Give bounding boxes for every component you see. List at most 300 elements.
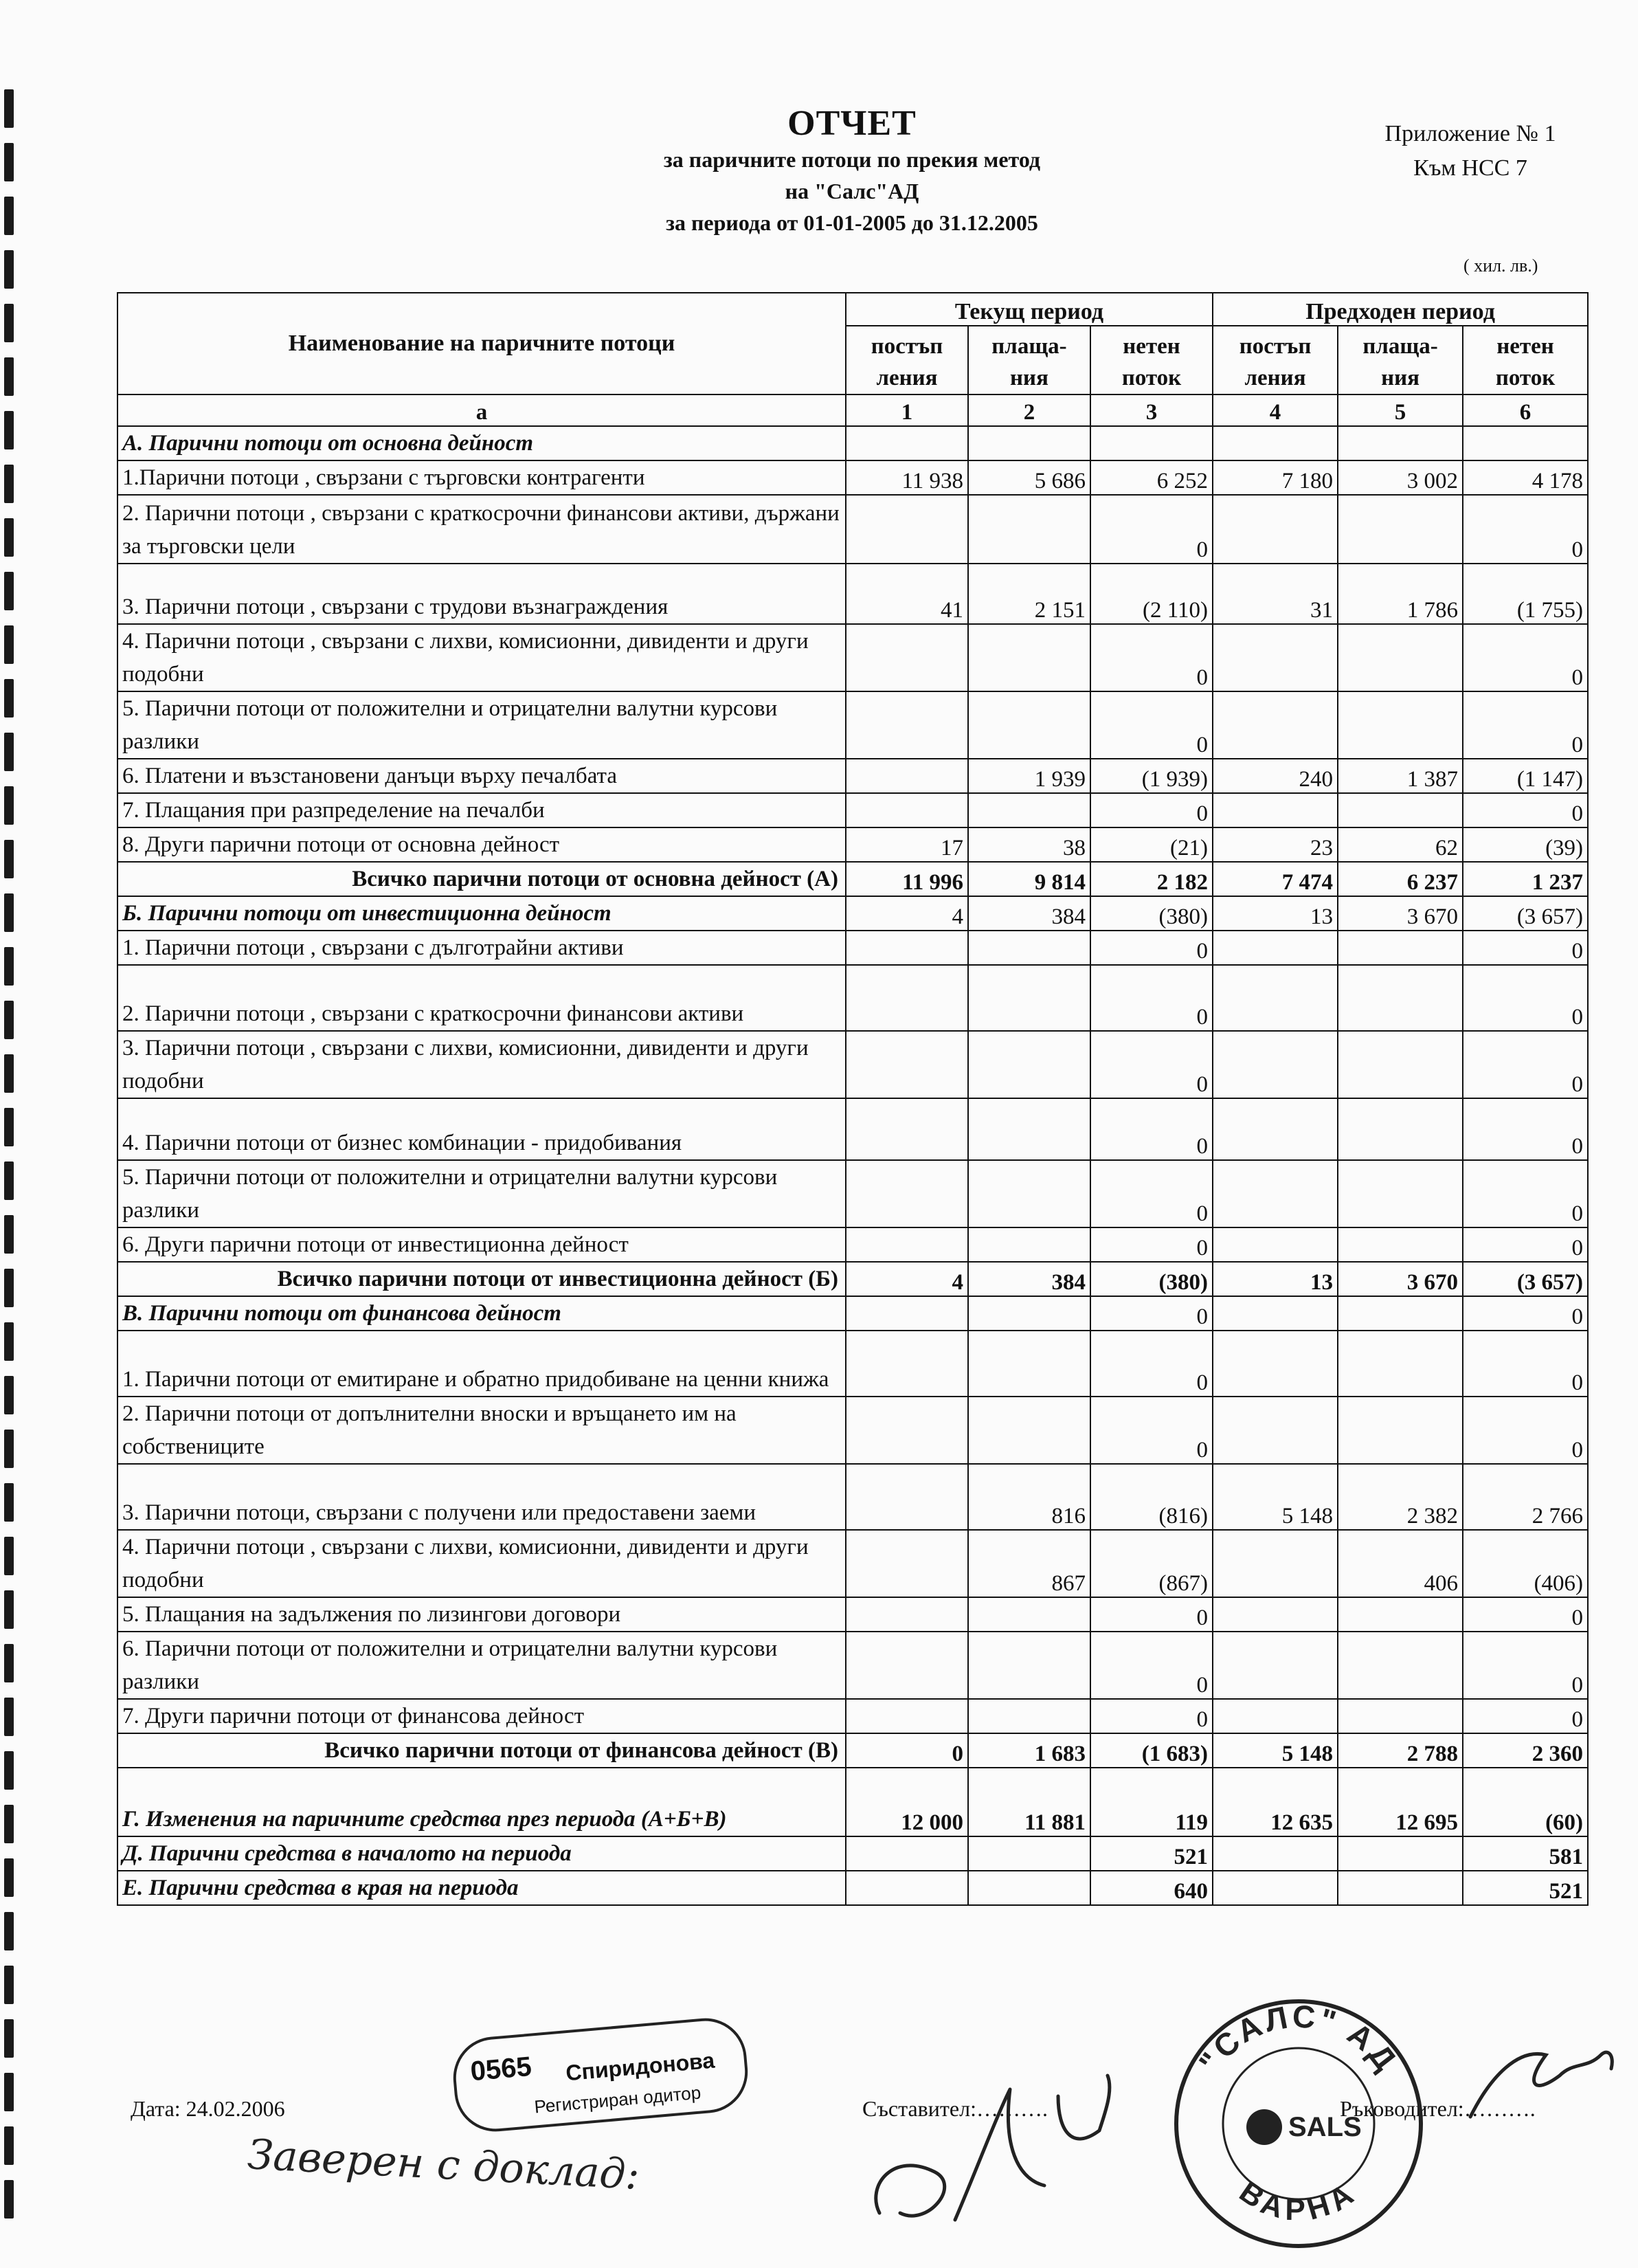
appendix-standard: Към НСС 7 xyxy=(1413,155,1527,181)
binding-hole xyxy=(4,304,14,342)
row-value xyxy=(1338,1397,1463,1464)
column-number: 3 xyxy=(1090,394,1213,426)
binding-hole xyxy=(4,1483,14,1522)
table-row xyxy=(117,495,1588,564)
binding-hole xyxy=(4,1858,14,1897)
table-row xyxy=(117,1464,1588,1530)
row-label: Всичко парични потоци от основна дейност (А) xyxy=(117,862,846,896)
row-value xyxy=(1213,691,1338,759)
row-value: 2 360 xyxy=(1463,1733,1588,1768)
seal-company-name: "САЛС" АД xyxy=(1191,1998,1405,2079)
row-value: 0 xyxy=(1090,495,1213,564)
row-label: 7. Плащания при разпределение на печалби xyxy=(117,793,846,827)
binding-hole xyxy=(4,893,14,932)
row-value: 0 xyxy=(1463,1699,1588,1733)
binding-hole xyxy=(4,250,14,289)
binding-hole xyxy=(4,1269,14,1307)
document-title: ОТЧЕТ xyxy=(787,104,917,143)
row-value: 0 xyxy=(1090,1597,1213,1632)
row-value: 1 939 xyxy=(968,759,1090,793)
row-value: 0 xyxy=(1463,1632,1588,1699)
row-value xyxy=(846,1331,968,1397)
row-value: 0 xyxy=(1090,691,1213,759)
table-row xyxy=(117,1632,1588,1699)
row-value xyxy=(968,1632,1090,1699)
column-group-current: Текущ период xyxy=(846,293,1213,326)
row-value xyxy=(968,1597,1090,1632)
row-label: 2. Парични потоци , свързани с краткосрочни финансови активи xyxy=(117,965,846,1031)
row-value xyxy=(846,1597,968,1632)
row-label: 6. Платени и възстановени данъци върху печалбата xyxy=(117,759,846,793)
row-label: 2. Парични потоци от допълнителни вноски и връщането им на собствениците xyxy=(117,1397,846,1464)
table-row xyxy=(117,1699,1588,1733)
row-value xyxy=(968,1227,1090,1262)
svg-text:"САЛС" АД xyxy=(1192,1998,1405,2079)
binding-hole xyxy=(4,411,14,449)
row-value xyxy=(1213,1836,1338,1871)
binding-hole xyxy=(4,786,14,825)
row-value: 38 xyxy=(968,827,1090,862)
row-value xyxy=(846,1871,968,1905)
binding-hole xyxy=(4,1751,14,1790)
binding-hole xyxy=(4,1430,14,1468)
row-value: (380) xyxy=(1090,1262,1213,1296)
report-date: Дата: 24.02.2006 xyxy=(131,2096,285,2121)
row-value: 816 xyxy=(968,1464,1090,1530)
binding-hole xyxy=(4,1376,14,1414)
binding-hole xyxy=(4,143,14,181)
cash-flow-table xyxy=(117,292,1589,1906)
binding-hole xyxy=(4,1215,14,1254)
row-value: 2 382 xyxy=(1338,1464,1463,1530)
row-value: 0 xyxy=(1090,1331,1213,1397)
row-value: 3 670 xyxy=(1338,896,1463,931)
row-value xyxy=(846,1530,968,1597)
row-value xyxy=(1338,1836,1463,1871)
row-value: 0 xyxy=(1463,1597,1588,1632)
row-value: 119 xyxy=(1090,1768,1213,1836)
auditor-stamp: 0565 Спиридонова Регистриран одитор xyxy=(450,2015,751,2135)
table-row xyxy=(117,793,1588,827)
row-value xyxy=(1090,426,1213,460)
column-number: 6 xyxy=(1463,394,1588,426)
binding-hole xyxy=(4,572,14,610)
row-value xyxy=(968,624,1090,691)
row-value: (1 939) xyxy=(1090,759,1213,793)
binding-hole xyxy=(4,2019,14,2058)
row-value xyxy=(1213,1632,1338,1699)
table-row xyxy=(117,1227,1588,1262)
row-value xyxy=(846,1397,968,1464)
row-value: 384 xyxy=(968,1262,1090,1296)
row-value xyxy=(968,793,1090,827)
row-value: 2 151 xyxy=(968,564,1090,624)
row-label: 4. Парични потоци , свързани с лихви, комисионни, дивиденти и други подобни xyxy=(117,1530,846,1597)
row-value: (1 755) xyxy=(1463,564,1588,624)
row-value xyxy=(1213,1098,1338,1160)
column-number: 1 xyxy=(846,394,968,426)
row-label: 6. Парични потоци от положителни и отрицателни валутни курсови разлики xyxy=(117,1632,846,1699)
row-value xyxy=(1213,1699,1338,1733)
row-value xyxy=(1338,624,1463,691)
binding-holes xyxy=(0,0,27,2268)
row-value: 0 xyxy=(1090,965,1213,1031)
appendix-note xyxy=(1347,117,1594,186)
row-value xyxy=(1213,931,1338,965)
row-value: 6 252 xyxy=(1090,460,1213,495)
row-label: Д. Парични средства в началото на периода xyxy=(117,1836,846,1871)
column-number-row xyxy=(117,394,1588,426)
row-value xyxy=(846,1632,968,1699)
row-value xyxy=(846,793,968,827)
row-value: 12 635 xyxy=(1213,1768,1338,1836)
row-value xyxy=(1213,624,1338,691)
row-value: 384 xyxy=(968,896,1090,931)
row-value xyxy=(1213,1160,1338,1227)
table-row xyxy=(117,931,1588,965)
binding-hole xyxy=(4,840,14,878)
row-value: 0 xyxy=(1463,1098,1588,1160)
row-value: 2 182 xyxy=(1090,862,1213,896)
row-value xyxy=(968,426,1090,460)
binding-hole xyxy=(4,518,14,557)
compiler-signature-line: Съставител:………. xyxy=(862,2096,1048,2121)
column-header-receipts: постъп ления xyxy=(846,326,968,394)
column-header-net-prev: нетен поток xyxy=(1463,326,1588,394)
row-value: 5 148 xyxy=(1213,1464,1338,1530)
table-row xyxy=(117,827,1588,862)
binding-hole xyxy=(4,1108,14,1146)
row-value xyxy=(1338,691,1463,759)
svg-text:ВАРНА xyxy=(1233,2175,1364,2227)
row-label: 8. Други парични потоци от основна дейност xyxy=(117,827,846,862)
row-value: 0 xyxy=(1463,931,1588,965)
row-value xyxy=(1213,1296,1338,1331)
row-value: (816) xyxy=(1090,1464,1213,1530)
row-value xyxy=(1338,1227,1463,1262)
row-value xyxy=(968,691,1090,759)
row-value: (21) xyxy=(1090,827,1213,862)
row-value xyxy=(968,495,1090,564)
table-row xyxy=(117,759,1588,793)
table-section-row xyxy=(117,1296,1588,1331)
row-value: 0 xyxy=(1090,624,1213,691)
row-value: 12 695 xyxy=(1338,1768,1463,1836)
row-value: 13 xyxy=(1213,896,1338,931)
row-value: 4 xyxy=(846,896,968,931)
table-total-row xyxy=(117,1733,1588,1768)
row-value xyxy=(846,426,968,460)
binding-hole xyxy=(4,1698,14,1736)
row-value: 11 938 xyxy=(846,460,968,495)
row-value: 11 881 xyxy=(968,1768,1090,1836)
binding-hole xyxy=(4,1054,14,1093)
row-value xyxy=(846,931,968,965)
row-value: 7 474 xyxy=(1213,862,1338,896)
row-value: 0 xyxy=(1463,1227,1588,1262)
binding-hole xyxy=(4,947,14,986)
row-value: 0 xyxy=(1463,1031,1588,1098)
row-value: 0 xyxy=(1463,1331,1588,1397)
row-value xyxy=(846,1098,968,1160)
row-value: 1 387 xyxy=(1338,759,1463,793)
row-label: Всичко парични потоци от инвестиционна дейност (Б) xyxy=(117,1262,846,1296)
row-label: В. Парични потоци от финансова дейност xyxy=(117,1296,846,1331)
row-value: 1 237 xyxy=(1463,862,1588,896)
row-value: 41 xyxy=(846,564,968,624)
row-label: 5. Плащания на задължения по лизингови договори xyxy=(117,1597,846,1632)
table-row xyxy=(117,624,1588,691)
row-value xyxy=(1213,1530,1338,1597)
binding-hole xyxy=(4,197,14,235)
column-number-a: а xyxy=(117,394,846,426)
table-section-row xyxy=(117,1768,1588,1836)
column-number: 4 xyxy=(1213,394,1338,426)
table-row xyxy=(117,691,1588,759)
row-label: 5. Парични потоци от положителни и отрицателни валутни курсови разлики xyxy=(117,1160,846,1227)
table-row xyxy=(117,460,1588,495)
row-label: Б. Парични потоци от инвестиционна дейност xyxy=(117,896,846,931)
row-label: 1. Парични потоци от емитиране и обратно придобиване на ценни книжа xyxy=(117,1331,846,1397)
row-value xyxy=(968,965,1090,1031)
table-row xyxy=(117,965,1588,1031)
binding-hole xyxy=(4,679,14,718)
row-value: 581 xyxy=(1463,1836,1588,1871)
row-value xyxy=(968,1397,1090,1464)
row-value xyxy=(1213,1031,1338,1098)
row-value: (3 657) xyxy=(1463,896,1588,931)
row-value: 4 xyxy=(846,1262,968,1296)
binding-hole xyxy=(4,1966,14,2004)
binding-hole xyxy=(4,1805,14,1843)
row-value xyxy=(1213,793,1338,827)
row-value: 12 000 xyxy=(846,1768,968,1836)
table-total-row xyxy=(117,1262,1588,1296)
row-label: 6. Други парични потоци от инвестиционна дейност xyxy=(117,1227,846,1262)
row-label: 7. Други парични потоци от финансова дейност xyxy=(117,1699,846,1733)
column-group-previous: Предходен период xyxy=(1213,293,1588,326)
row-value: 0 xyxy=(1463,793,1588,827)
row-value xyxy=(1338,965,1463,1031)
row-value xyxy=(846,495,968,564)
row-value xyxy=(1213,1331,1338,1397)
document-title-block xyxy=(536,103,1168,238)
row-value: (380) xyxy=(1090,896,1213,931)
row-value xyxy=(1338,1160,1463,1227)
row-value xyxy=(1338,1098,1463,1160)
row-label: 4. Парични потоци , свързани с лихви, комисионни, дивиденти и други подобни xyxy=(117,624,846,691)
table-total-row xyxy=(117,862,1588,896)
table-section-row xyxy=(117,896,1588,931)
binding-hole xyxy=(4,1537,14,1575)
row-value xyxy=(846,1296,968,1331)
row-value xyxy=(1213,965,1338,1031)
row-value: (1 683) xyxy=(1090,1733,1213,1768)
row-value: 2 788 xyxy=(1338,1733,1463,1768)
row-value xyxy=(1338,1699,1463,1733)
row-value xyxy=(1213,495,1338,564)
row-label: А. Парични потоци от основна дейност xyxy=(117,426,846,460)
row-value: 1 683 xyxy=(968,1733,1090,1768)
table-row xyxy=(117,1397,1588,1464)
row-label: Всичко парични потоци от финансова дейност (В) xyxy=(117,1733,846,1768)
binding-hole xyxy=(4,465,14,503)
column-header-payments-prev: плаща- ния xyxy=(1338,326,1463,394)
table-row xyxy=(117,1098,1588,1160)
row-value xyxy=(968,1836,1090,1871)
row-value: 7 180 xyxy=(1213,460,1338,495)
binding-hole xyxy=(4,1322,14,1361)
row-value: 0 xyxy=(1463,1160,1588,1227)
column-header-net: нетен поток xyxy=(1090,326,1213,394)
row-value: 0 xyxy=(1463,624,1588,691)
row-value: 0 xyxy=(1090,1098,1213,1160)
row-value xyxy=(846,691,968,759)
row-value xyxy=(846,1699,968,1733)
row-value: 0 xyxy=(1090,1632,1213,1699)
row-value xyxy=(846,1031,968,1098)
document-subtitle-company: на "Салс"АД xyxy=(785,179,919,203)
row-value xyxy=(1213,1871,1338,1905)
row-value xyxy=(1338,426,1463,460)
binding-hole xyxy=(4,357,14,396)
seal-city: ВАРНА xyxy=(1233,2175,1364,2227)
row-label: 3. Парични потоци, свързани с получени или предоставени заеми xyxy=(117,1464,846,1530)
table-row xyxy=(117,1331,1588,1397)
row-label: 4. Парични потоци от бизнес комбинации - придобивания xyxy=(117,1098,846,1160)
row-value: 5 686 xyxy=(968,460,1090,495)
row-value xyxy=(1463,426,1588,460)
appendix-number: Приложение № 1 xyxy=(1384,121,1556,146)
row-value: 0 xyxy=(1090,1160,1213,1227)
row-value: 0 xyxy=(1090,793,1213,827)
table-row xyxy=(117,1530,1588,1597)
table-row xyxy=(117,564,1588,624)
row-value xyxy=(846,624,968,691)
row-value: 0 xyxy=(1463,1397,1588,1464)
table-section-row xyxy=(117,426,1588,460)
row-value: 62 xyxy=(1338,827,1463,862)
row-value xyxy=(968,1331,1090,1397)
row-value xyxy=(1338,1632,1463,1699)
row-label: Е. Парични средства в края на периода xyxy=(117,1871,846,1905)
row-value: 31 xyxy=(1213,564,1338,624)
table-section-row xyxy=(117,1871,1588,1905)
binding-hole xyxy=(4,1001,14,1039)
row-value xyxy=(1338,1871,1463,1905)
row-value: 4 178 xyxy=(1463,460,1588,495)
row-value: (1 147) xyxy=(1463,759,1588,793)
row-value xyxy=(846,965,968,1031)
table-row xyxy=(117,1597,1588,1632)
manager-signature-line: Ръководител:………. xyxy=(1340,2096,1536,2121)
row-value: 0 xyxy=(1090,1296,1213,1331)
column-number: 5 xyxy=(1338,394,1463,426)
row-value xyxy=(1338,1296,1463,1331)
row-value xyxy=(968,1160,1090,1227)
row-value xyxy=(968,1296,1090,1331)
row-value xyxy=(1338,1331,1463,1397)
binding-hole xyxy=(4,733,14,771)
row-label: Г. Изменения на паричните средства през периода (А+Б+В) xyxy=(117,1768,846,1836)
row-value: 0 xyxy=(1090,1699,1213,1733)
row-value: (3 657) xyxy=(1463,1262,1588,1296)
units-note: ( хил. лв.) xyxy=(1463,256,1538,276)
row-value xyxy=(968,1031,1090,1098)
binding-hole xyxy=(4,1590,14,1629)
row-value: 0 xyxy=(1463,1296,1588,1331)
row-value xyxy=(1213,1397,1338,1464)
row-value: 521 xyxy=(1463,1871,1588,1905)
row-value: 5 148 xyxy=(1213,1733,1338,1768)
row-value: 9 814 xyxy=(968,862,1090,896)
row-value: (2 110) xyxy=(1090,564,1213,624)
column-header-name: Наименование на паричните потоци xyxy=(117,293,846,394)
row-value xyxy=(1338,931,1463,965)
row-value: 0 xyxy=(1463,691,1588,759)
row-value xyxy=(968,1699,1090,1733)
row-value xyxy=(846,1227,968,1262)
row-value xyxy=(1338,793,1463,827)
row-value xyxy=(968,1871,1090,1905)
row-value: 3 002 xyxy=(1338,460,1463,495)
row-value xyxy=(846,1836,968,1871)
manager-signature xyxy=(1463,2034,1622,2131)
row-value: (60) xyxy=(1463,1768,1588,1836)
row-value: 1 786 xyxy=(1338,564,1463,624)
row-value xyxy=(1338,495,1463,564)
column-number: 2 xyxy=(968,394,1090,426)
row-value: 640 xyxy=(1090,1871,1213,1905)
row-label: 1. Парични потоци , свързани с дълготрайни активи xyxy=(117,931,846,965)
document-subtitle-method: за паричните потоци по прекия метод xyxy=(663,147,1041,172)
table-row xyxy=(117,1031,1588,1098)
row-value: 11 996 xyxy=(846,862,968,896)
binding-hole xyxy=(4,2073,14,2111)
row-value: 240 xyxy=(1213,759,1338,793)
row-value: 406 xyxy=(1338,1530,1463,1597)
row-value: 17 xyxy=(846,827,968,862)
row-value: (39) xyxy=(1463,827,1588,862)
row-value: 0 xyxy=(1090,931,1213,965)
document-subtitle-period: за периода от 01-01-2005 до 31.12.2005 xyxy=(666,210,1038,235)
row-value xyxy=(846,1160,968,1227)
row-value: 13 xyxy=(1213,1262,1338,1296)
binding-hole xyxy=(4,89,14,128)
binding-hole xyxy=(4,625,14,664)
row-value: 0 xyxy=(1463,495,1588,564)
company-seal xyxy=(1168,1993,1429,2254)
row-label: 2. Парични потоци , свързани с краткосрочни финансови активи, държани за търговски цели xyxy=(117,495,846,564)
row-value: 0 xyxy=(1090,1397,1213,1464)
row-label: 1.Парични потоци , свързани с търговски контрагенти xyxy=(117,460,846,495)
row-value xyxy=(968,1098,1090,1160)
seal-logo: SALS xyxy=(1288,2112,1362,2142)
table-row xyxy=(117,1160,1588,1227)
row-label: 3. Парични потоци , свързани с трудови възнаграждения xyxy=(117,564,846,624)
compiler-signature xyxy=(852,2048,1154,2254)
column-header-receipts-prev: постъп ления xyxy=(1213,326,1338,394)
row-label: 5. Парични потоци от положителни и отрицателни валутни курсови разлики xyxy=(117,691,846,759)
row-value xyxy=(1338,1597,1463,1632)
binding-hole xyxy=(4,1644,14,1682)
row-value: 0 xyxy=(846,1733,968,1768)
handwritten-note: Заверен с доклад: xyxy=(246,2131,641,2199)
row-value xyxy=(1213,426,1338,460)
row-value: 2 766 xyxy=(1463,1464,1588,1530)
row-value xyxy=(846,1464,968,1530)
row-label: 3. Парични потоци , свързани с лихви, комисионни, дивиденти и други подобни xyxy=(117,1031,846,1098)
